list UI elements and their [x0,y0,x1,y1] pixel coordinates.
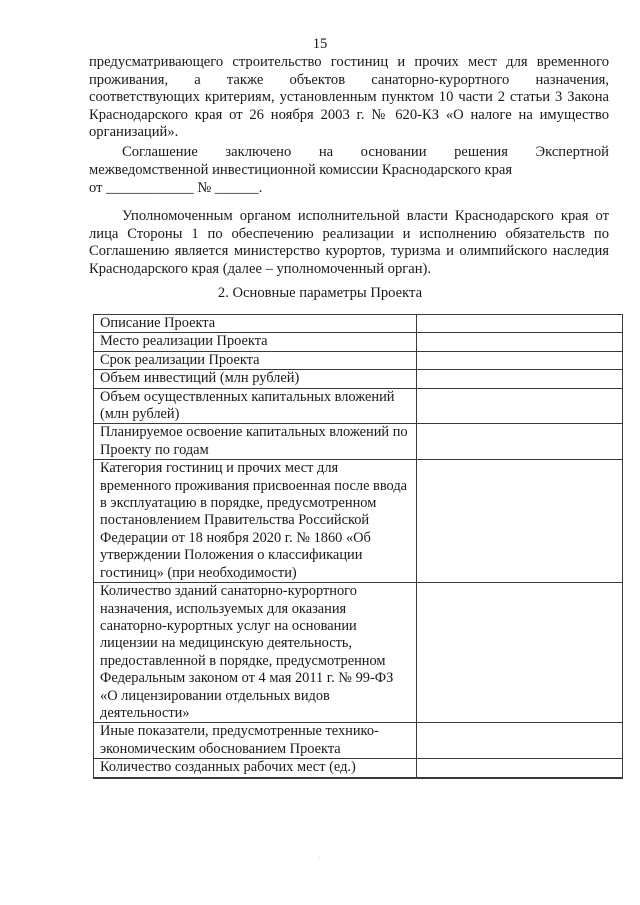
section-title-project-parameters: 2. Основные параметры Проекта [217,285,423,301]
table-row [94,460,623,583]
parameter-value [417,333,623,351]
parameter-value [417,315,623,333]
parameter-label: Планируемое освоение капитальных вложений по Проекту по годам [94,424,417,460]
scan-speck [319,857,320,858]
parameter-label: Количество созданных рабочих мест (ед.) [94,759,417,778]
parameter-label: Срок реализации Проекта [94,351,417,369]
table-row [94,333,623,351]
parameter-value [417,723,623,759]
table-row [94,388,623,424]
parameter-value [417,351,623,369]
parameter-value [417,388,623,424]
project-parameters-table [93,314,623,779]
paragraph-authorized-body: Уполномоченным органом исполнительной власти Краснодарского края от лица Стороны 1 по обеспечению реализации и исполнению обязательств по Соглашению является министерство курортов, туризма и олимпийского наследия Краснодарского края (далее – уполномоченный орган). [89,208,609,277]
paragraph-project-scope: предусматривающего строительство гостиниц и прочих мест для временного проживания, а также объектов санаторно-курортного назначения, соответствующих критериям, установленным пунктом 10 части 2 статьи 3 Закона Краснодарского края от 26 ноября 2003 г. № 620-КЗ «О налоге на имущество организаций». [89,54,609,141]
paragraph-agreement-basis: Соглашение заключено на основании решения Экспертной межведомственной инвестиционной комиссии Краснодарского края [89,144,609,178]
parameter-label: Категория гостиниц и прочих мест для временного проживания присвоенная после ввода в эксплуатацию в порядке, предусмотренном постановлением Правительства Российской Федерации от 18 ноября 2020 г. № 1860 «Об утверждении Положения о классификации гостиниц» (при необходимости) [94,460,417,583]
parameter-label: Описание Проекта [94,315,417,333]
table-row [94,424,623,460]
table-row [94,370,623,388]
table-row [94,351,623,369]
table-row [94,315,623,333]
page-number: 15 [312,36,328,52]
table-row [94,759,623,778]
parameter-label: Объем осуществленных капитальных вложений (млн рублей) [94,388,417,424]
parameter-label: Объем инвестиций (млн рублей) [94,370,417,388]
parameter-value [417,370,623,388]
parameter-label: Иные показатели, предусмотренные технико-экономическим обоснованием Проекта [94,723,417,759]
parameter-value [417,460,623,583]
parameter-value [417,424,623,460]
paragraph-agreement-date-number: от ____________ № ______. [89,180,263,196]
parameter-label: Количество зданий санаторно-курортного назначения, используемых для оказания санаторно-курортных услуг на основании лицензии на медицинскую деятельность, предоставленной в порядке, предусмотренном Федеральным законом от 4 мая 2011 г. № 99-ФЗ «О лицензировании отдельных видов деятельности» [94,583,417,723]
table-row [94,723,623,759]
table-row [94,583,623,723]
parameter-label: Место реализации Проекта [94,333,417,351]
parameter-value [417,759,623,778]
parameter-value [417,583,623,723]
